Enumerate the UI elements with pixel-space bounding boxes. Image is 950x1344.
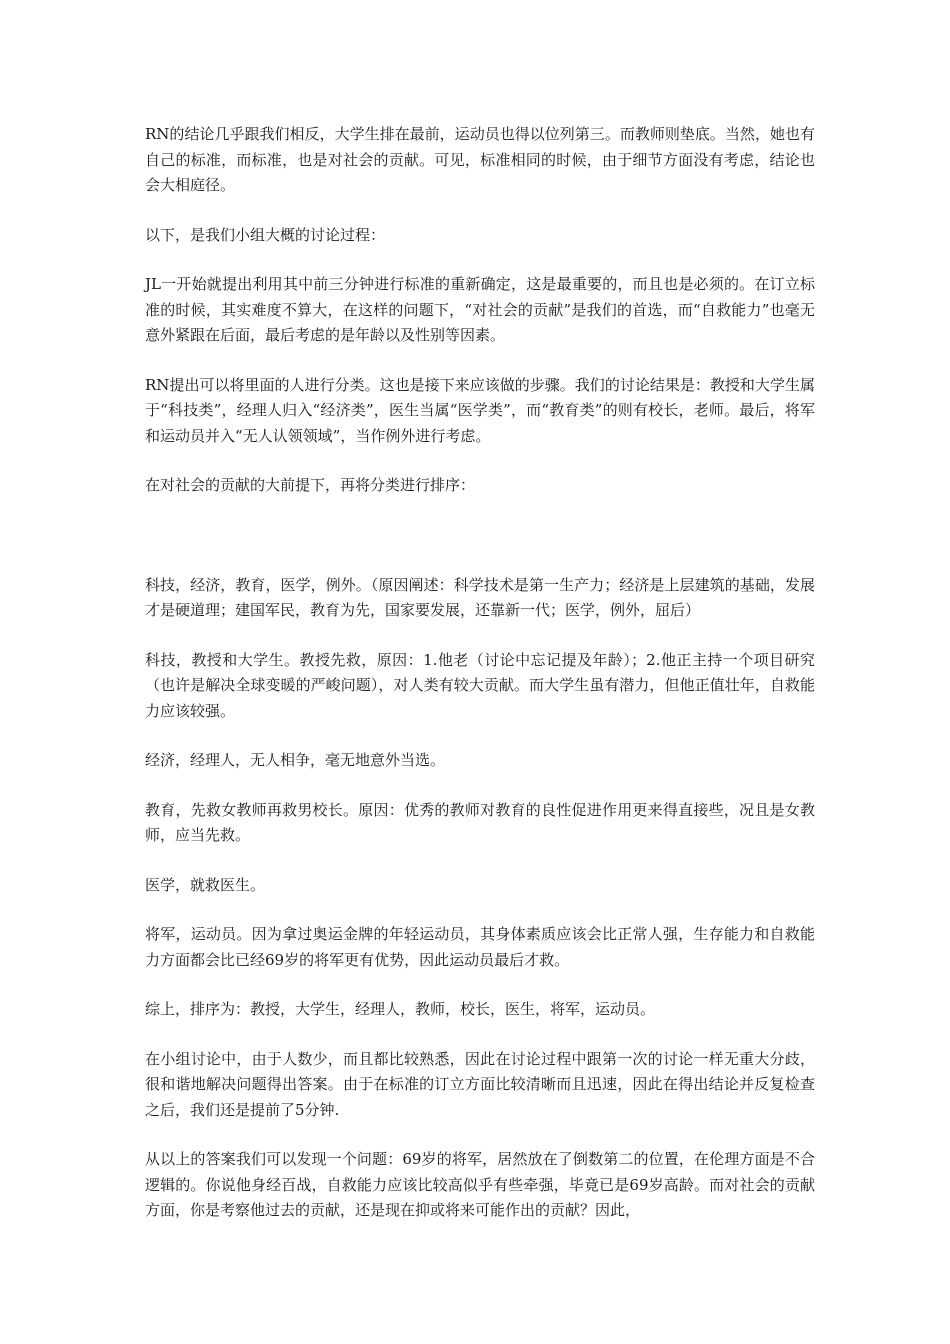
paragraph-reflection: 从以上的答案我们可以发现一个问题：69岁的将军，居然放在了倒数第二的位置，在伦理方面是不合逻辑的。你说他身经百战，自救能力应该比较高似乎有些牵强，毕竟已是69岁高龄。而对社会的贡献方面，你是考察他过去的贡献，还是现在抑或将来可能作出的贡献？因此， xyxy=(145,1150,815,1219)
paragraph-group-discussion: 在小组讨论中，由于人数少，而且都比较熟悉，因此在讨论过程中跟第一次的讨论一样无重大分歧，很和谐地解决问题得出答案。由于在标准的订立方面比较清晰而且迅速，因此在得出结论并反复检查之后，我们还是提前了5分钟. xyxy=(145,1049,815,1119)
paragraph-general-athlete: 将军，运动员。因为拿过奥运金牌的年轻运动员，其身体素质应该会比正常人强，生存能力和自救能力方面都会比已经69岁的将军更有优势，因此运动员最后才救。 xyxy=(145,925,815,969)
document-body xyxy=(145,122,815,1248)
paragraph-jl-criteria: JL一开始就提出利用其中前三分钟进行标准的重新确定，这是最重要的，而且也是必须的。在订立标准的时候，其实难度不算大，在这样的问题下，“对社会的贡献”是我们的首选，而“自救能力”也毫无意外紧跟在后面，最后考虑的是年龄以及性别等因素。 xyxy=(145,275,815,344)
paragraph-technology: 科技，教授和大学生。教授先救，原因：1.他老（讨论中忘记提及年龄）；2.他正主持一个项目研究（也许是解决全球变暖的严峻问题），对人类有较大贡献。而大学生虽有潜力，但他正值壮年，自救能力应该较强。 xyxy=(145,650,815,720)
paragraph-medicine: 医学，就救医生。 xyxy=(145,875,266,894)
paragraph-rn-conclusion: RN的结论几乎跟我们相反，大学生排在最前，运动员也得以位列第三。而教师则垫底。当然，她也有自己的标准，而标准，也是对社会的贡献。可见，标准相同的时候，由于细节方面没有考虑，结论也会大相庭径。 xyxy=(145,125,815,194)
paragraph-economy: 经济，经理人，无人相争，毫无地意外当选。 xyxy=(145,751,446,769)
paragraph-rn-classification: RN提出可以将里面的人进行分类。这也是接下来应该做的步骤。我们的讨论结果是：教授和大学生属于“科技类”，经理人归入“经济类”，医生当属“医学类”，而“教育类”的则有校长，老师。最后，将军和运动员并入“无人认领领域”，当作例外进行考虑。 xyxy=(145,375,815,445)
paragraph-sorting-premise: 在对社会的贡献的大前提下，再将分类进行排序： xyxy=(145,476,476,494)
paragraph-category-order: 科技，经济，教育，医学，例外。（原因阐述：科学技术是第一生产力；经济是上层建筑的基础，发展才是硬道理；建国军民，教育为先，国家要发展，还靠新一代；医学，例外，屈后） xyxy=(145,575,815,619)
paragraph-summary-ranking: 综上，排序为：教授，大学生，经理人，教师，校长，医生，将军，运动员。 xyxy=(145,1000,656,1018)
paragraph-discussion-intro: 以下，是我们小组大概的讨论过程： xyxy=(145,225,386,244)
paragraph-education: 教育，先救女教师再救男校长。原因：优秀的教师对教育的良性促进作用更来得直接些，况且是女教师，应当先救。 xyxy=(145,800,815,844)
